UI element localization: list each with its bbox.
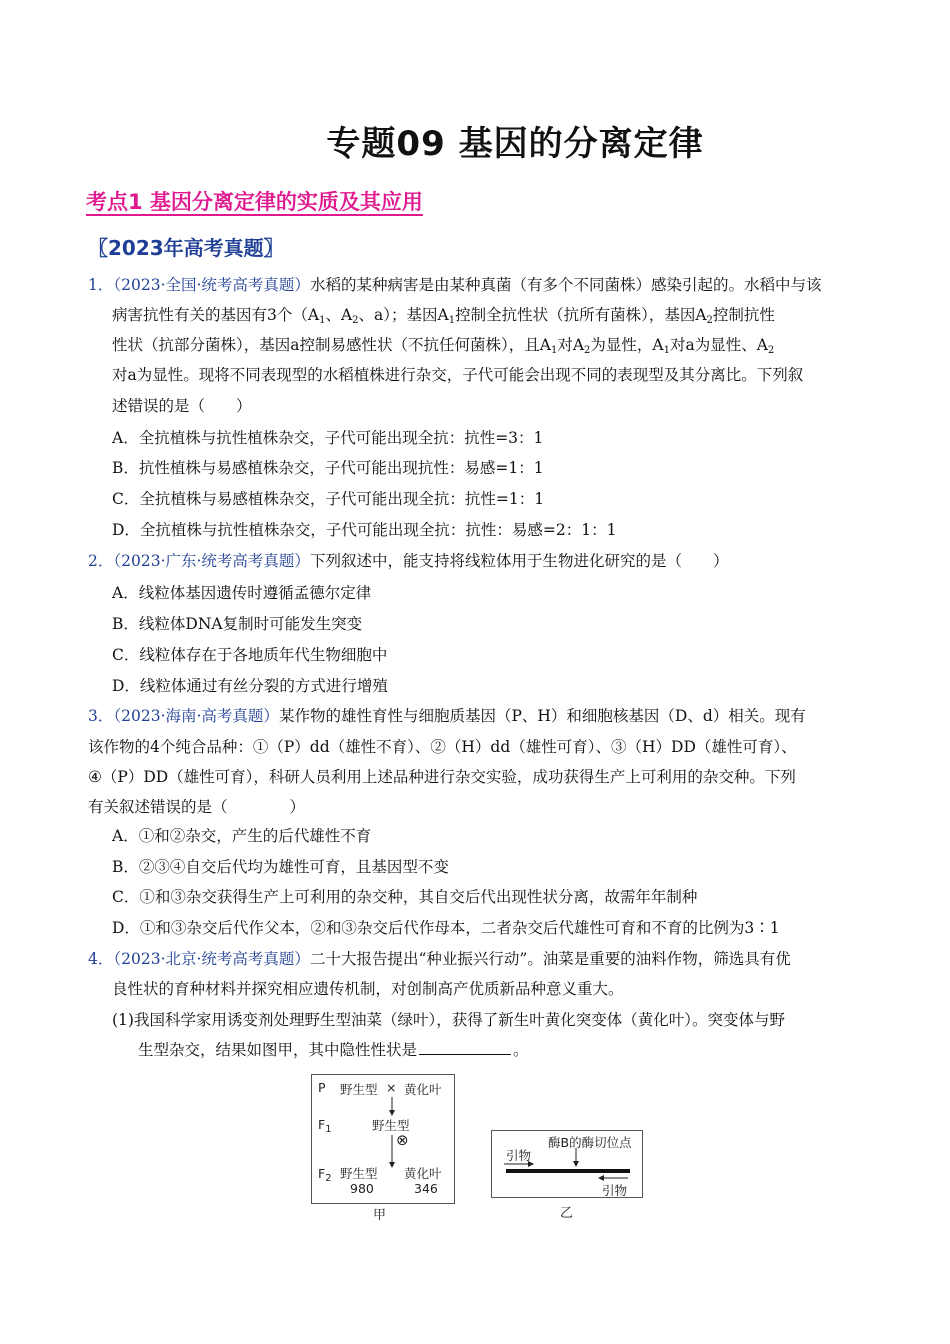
figure-a-box xyxy=(311,1074,455,1204)
q2-source: （2023·广东·统考高考真题） xyxy=(113,552,310,570)
q2-option-b: B．线粒体DNA复制时可能发生突变 xyxy=(112,615,363,633)
q2-option-a: A．线粒体基因遗传时遵循孟德尔定律 xyxy=(112,584,372,602)
answer-blank[interactable] xyxy=(419,1038,511,1055)
q1-line-3: 性状（抗部分菌株），基因a控制易感性状（不抗任何菌株），且$A_1$对$A_2$为显性，$A_1$对a为显性、$A_2$ xyxy=(112,336,775,356)
q2-option-d: D．线粒体通过有丝分裂的方式进行增殖 xyxy=(112,677,388,695)
page-title: 专题09 基因的分离定律 xyxy=(326,124,704,164)
q3-source: （2023·海南·高考真题） xyxy=(113,707,279,725)
p-label: P xyxy=(318,1080,326,1095)
q3-line-2: 该作物的4个纯合品种：①（P）dd（雄性不育）、②（H）dd（雄性可育）、③（H）DD（雄性可育）、 xyxy=(88,738,797,756)
q4-line-3: (1)我国科学家用诱变剂处理野生型油菜（绿叶），获得了新生叶黄化突变体（黄化叶）。突变体与野 xyxy=(112,1011,785,1029)
q1-option-c: C．全抗植株与易感植株杂交，子代可能出现全抗：抗性=1：1 xyxy=(112,490,545,508)
q3-line-4: 有关叙述错误的是（ ） xyxy=(88,798,306,816)
p-wild-label: 野生型 xyxy=(340,1082,378,1097)
f2-label: $F_2$ xyxy=(318,1166,332,1184)
figure-a-caption: 甲 xyxy=(373,1208,387,1223)
q4-number: 4． xyxy=(88,950,114,968)
q4-line-1: 4．（2023·北京·统考高考真题）二十大报告提出“种业振兴行动”。油菜是重要的油料作物，筛选具有优 xyxy=(88,950,791,968)
section-title: 考点1 基因分离定律的实质及其应用 xyxy=(86,190,423,214)
q2-number: 2． xyxy=(88,552,114,570)
q1-line-5: 述错误的是（ ） xyxy=(112,397,252,415)
q1-line-4: 对a为显性。现将不同表现型的水稻植株进行杂交，子代可能会出现不同的表现型及其分离比。下列叙 xyxy=(112,366,804,384)
f2-yellow-count: 346 xyxy=(414,1181,438,1196)
q3-line-3: ④（P）DD（雄性可育），科研人员利用上述品种进行杂交实验，成功获得生产上可利用的杂交种。下列 xyxy=(88,768,796,786)
q1-source: （2023·全国·统考高考真题） xyxy=(113,276,310,294)
q4-source: （2023·北京·统考高考真题） xyxy=(113,950,310,968)
primer-left-label: 引物 xyxy=(506,1148,532,1163)
q3-option-a: A．①和②杂交，产生的后代雄性不育 xyxy=(112,827,372,845)
q1-option-d: D．全抗植株与抗性植株杂交，子代可能出现全抗：抗性：易感=2：1：1 xyxy=(112,521,617,539)
q3-option-c: C．①和③杂交获得生产上可利用的杂交种，其自交后代出现性状分离，故需年年制种 xyxy=(112,888,698,906)
primer-right-label: 引物 xyxy=(602,1183,628,1198)
f1-wild-label: 野生型 xyxy=(372,1118,410,1133)
subsection-title: 〖2023年高考真题〗 xyxy=(88,236,284,260)
figure-b-caption: 乙 xyxy=(560,1206,574,1221)
q1-number: 1． xyxy=(88,276,114,294)
q1-line-2: 病害抗性有关的基因有3个（$A_1$、$A_2$、a）；基因$A_1$控制全抗性状（抗所有菌株），基因$A_2$控制抗性 xyxy=(112,306,775,326)
arrow-down-icon xyxy=(388,1135,396,1169)
q2-option-c: C．线粒体存在于各地质年代生物细胞中 xyxy=(112,646,388,664)
q3-number: 3． xyxy=(88,707,114,725)
f2-wild-count: 980 xyxy=(350,1181,374,1196)
q3-option-d: D．①和③杂交后代作父本，②和③杂交后代作母本，二者杂交后代雄性可育和不育的比例为3∶1 xyxy=(112,919,780,937)
p-yellow-label: 黄化叶 xyxy=(404,1082,442,1097)
figure-b-box xyxy=(491,1130,643,1198)
f2-wild-label: 野生型 xyxy=(340,1166,378,1181)
q1-option-b: B．抗性植株与易感植株杂交，子代可能出现抗性：易感=1：1 xyxy=(112,459,544,477)
enzyme-site-label: 酶B的酶切位点 xyxy=(548,1135,632,1150)
f1-label: $F_1$ xyxy=(318,1117,332,1135)
q3-option-b: B．②③④自交后代均为雄性可育，且基因型不变 xyxy=(112,858,449,876)
cross-symbol: × xyxy=(386,1080,397,1095)
f2-yellow-label: 黄化叶 xyxy=(404,1166,442,1181)
q2-line-1: 2．（2023·广东·统考高考真题）下列叙述中，能支持将线粒体用于生物进化研究的是（ ） xyxy=(88,552,729,570)
q4-line-2: 良性状的育种材料并探究相应遗传机制，对创制高产优质新品种意义重大。 xyxy=(112,980,624,998)
q1-option-a: A．全抗植株与抗性植株杂交，子代可能出现全抗：抗性=3：1 xyxy=(112,429,544,447)
arrow-down-icon xyxy=(388,1097,396,1117)
q4-line-4: 生型杂交，结果如图甲，其中隐性性状是 。 xyxy=(138,1038,529,1061)
q3-line-1: 3．（2023·海南·高考真题）某作物的雄性育性与细胞质基因（P、H）和细胞核基因（D、d）相关。现有 xyxy=(88,707,806,725)
self-cross-icon: ⊗ xyxy=(396,1131,409,1149)
q1-line-1: 1．（2023·全国·统考高考真题）水稻的某种病害是由某种真菌（有多个不同菌株）感染引起的。水稻中与该 xyxy=(88,276,822,294)
